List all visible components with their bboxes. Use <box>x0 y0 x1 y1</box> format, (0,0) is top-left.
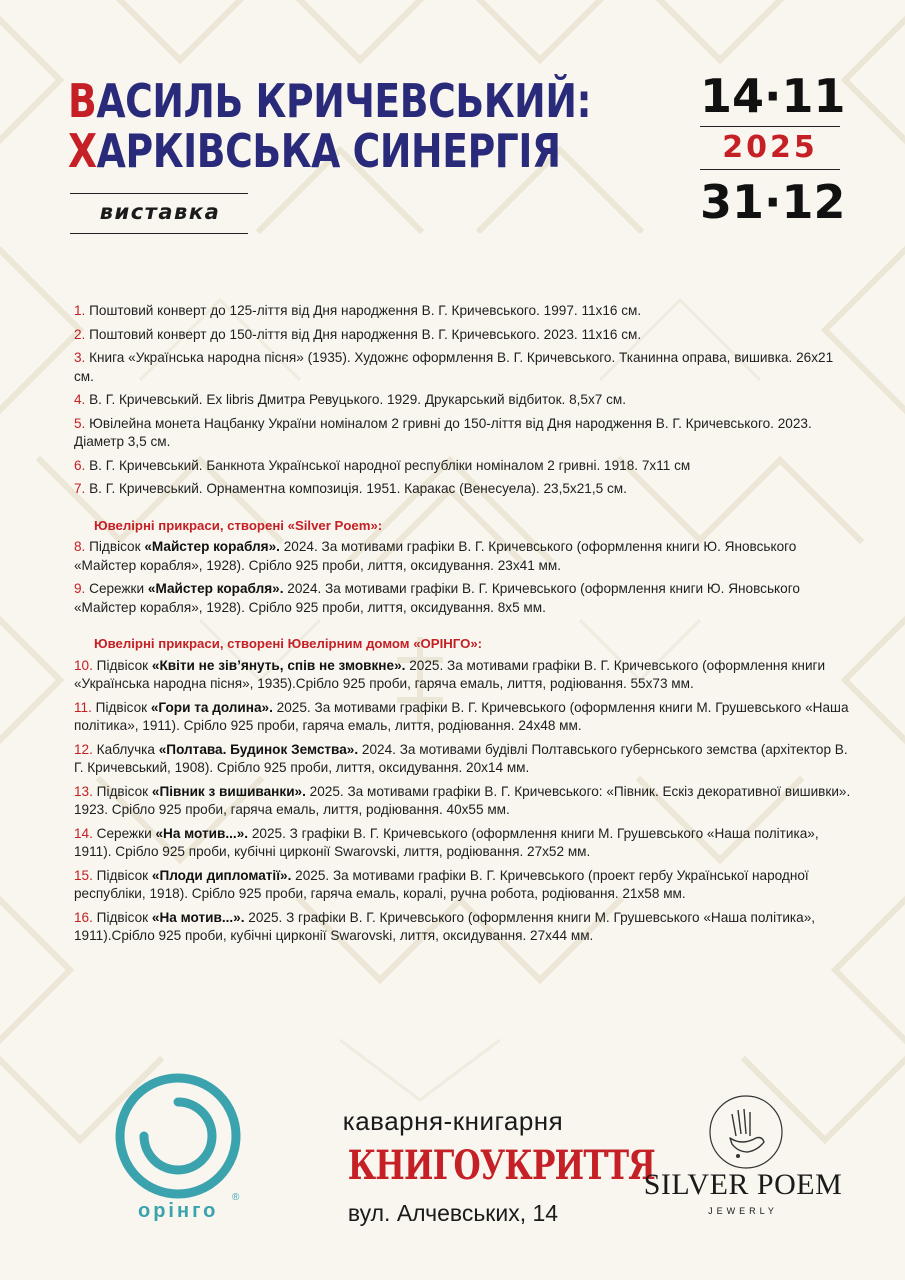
exhibition-dates <box>700 69 846 229</box>
cafe-address: вул. Алчевських, 14 <box>347 1200 559 1226</box>
list-item <box>74 415 854 452</box>
list-item-prefix: Підвісок <box>92 657 152 673</box>
exhibition-title <box>68 76 591 176</box>
list-item-prefix: Підвісок <box>85 539 145 554</box>
list-item-number: 6. <box>74 457 86 473</box>
list-item-text <box>74 867 854 904</box>
list-item-body: Поштовий конверт до 150-ліття від Дня народження В. Г. Кричевського. 2023. 11х16 см. <box>85 326 642 342</box>
list-item-text <box>74 326 641 345</box>
list-item <box>74 302 854 321</box>
list-item-body: Ювілейна монета Нацбанку України номіналом 2 гривні до 150-ліття від Дня народження В. Г. Кричевського. 2023. Діаметр 3,5 см. <box>74 415 812 449</box>
list-item-title: «Полтава. Будинок Земства». <box>158 741 359 757</box>
list-item-body: 2025. За мотивами графіки В. Г. Кричевського (оформлення книги М. Грушевського «Наша політика», 1911). Срібло 925 проби, гаряча емаль, лиття, родіювання. 24х48 мм. <box>74 699 849 733</box>
date-end: 31·12 <box>700 175 846 229</box>
subtitle-rule-bottom <box>70 233 248 234</box>
list-item-number: 7. <box>74 481 86 496</box>
list-item-body: В. Г. Кричевський. Орнаментна композиція. 1951. Каракас (Венесуела). 23,5х21,5 см. <box>85 481 627 496</box>
list-item-title: «На мотив...». <box>151 909 245 925</box>
exhibition-subtitle: виставка <box>99 200 221 224</box>
list-item-title: «Майстер корабля». <box>147 581 284 596</box>
list-item-text <box>74 391 626 410</box>
list-item-text <box>74 741 854 778</box>
silver-poem-wordmark: SILVER POEM <box>643 1168 843 1201</box>
list-item-text <box>74 580 854 617</box>
title-line-1: ВАСИЛЬ КРИЧЕВСЬКИЙ: <box>68 74 592 128</box>
list-item-body: В. Г. Кричевський. Ex libris Дмитра Ревуцького. 1929. Друкарський відбиток. 8,5х7 см. <box>85 392 627 407</box>
exhibit-list-oringo <box>74 657 854 946</box>
list-item-prefix: Підвісок <box>92 867 152 883</box>
list-item <box>74 909 854 946</box>
list-item-text <box>74 480 627 499</box>
list-item-body: 2024. За мотивами будівлі Полтавського губернського земства (архітектор В. Г. Кричевський, 1908). Срібло 925 проби, лиття, оксидування. 20х14 мм. <box>74 741 848 775</box>
date-rule-top <box>700 126 840 127</box>
list-item-body: 2025. З графіки В. Г. Кричевського (оформлення книги М. Грушевського «Наша політика», 1911). Срібло 925 проби, кубічні цирконії Swarovski, лиття, родіювання. 27х52 мм. <box>74 825 819 859</box>
list-item-number: 5. <box>74 415 86 431</box>
list-item-title: «Півник з вишиванки». <box>151 783 306 799</box>
list-item-title: «Плоди дипломатії». <box>151 867 292 883</box>
list-item-body: 2025. За мотивами графіки В. Г. Кричевського: «Півник. Ескіз декоративної вишивки». 1923. Срібло 925 проби, гаряча емаль, лиття, родіювання. 40х55 мм. <box>74 783 851 817</box>
subtitle-rule-top <box>70 193 248 194</box>
list-item-number: 1. <box>74 303 86 318</box>
date-rule-bottom <box>700 169 840 170</box>
title-line-2: ХАРКІВСЬКА СИНЕРГІЯ <box>68 124 561 178</box>
section-heading-silver-poem: Ювелірні прикраси, створені «Silver Poem»: <box>94 517 383 533</box>
list-item-title: «На мотив...». <box>155 825 249 841</box>
list-item-number: 15. <box>74 867 93 883</box>
list-item-text <box>74 699 854 736</box>
list-item <box>74 741 854 778</box>
list-item-number: 16. <box>74 909 93 925</box>
list-item-number: 12. <box>74 741 93 757</box>
list-item-text <box>74 825 854 862</box>
list-item <box>74 580 854 617</box>
cafe-caption: каварня-книгарня <box>342 1106 564 1136</box>
list-item-body: 2024. За мотивами графіки В. Г. Кричевського (оформлення книги Ю. Яновського «Майстер корабля», 1928). Срібло 925 проби, лиття, оксидування. 8х5 мм. <box>74 581 800 615</box>
list-item <box>74 457 854 476</box>
list-item-text <box>74 457 690 476</box>
list-item-prefix: Підвісок <box>91 699 151 715</box>
list-item <box>74 825 854 862</box>
list-item <box>74 349 854 386</box>
section-heading-oringo: Ювелірні прикраси, створені Ювелірним домом «ОРІНГО»: <box>94 636 483 651</box>
list-item <box>74 326 854 345</box>
list-item-body: Поштовий конверт до 125-ліття від Дня народження В. Г. Кричевського. 1997. 11х16 см. <box>85 303 642 318</box>
list-item-number: 3. <box>74 350 86 365</box>
list-item <box>74 783 854 820</box>
list-item <box>74 391 854 410</box>
list-item-text <box>74 783 854 820</box>
exhibit-list-main <box>74 302 854 499</box>
list-item-text <box>74 415 854 452</box>
list-item-number: 14. <box>74 825 93 841</box>
list-item-text <box>74 538 854 575</box>
list-item-number: 13. <box>74 783 93 799</box>
date-year: 2025 <box>722 130 818 165</box>
list-item <box>74 657 854 694</box>
list-item-body: Книга «Українська народна пісня» (1935). Художнє оформлення В. Г. Кричевського. Тканинна оправа, вишивка. 26х21 см. <box>74 350 834 384</box>
list-item-text <box>74 657 854 694</box>
list-item-body: 2025. За мотивами графіки В. Г. Кричевського (проект гербу Української народної республіки, 1918). Срібло 925 проби, гаряча емаль, коралі, ручна робота, родіювання. 21х58 мм. <box>74 867 809 901</box>
list-item-body: 2025. З графіки В. Г. Кричевського (оформлення книги М. Грушевського «Наша політика», 1911).Срібло 925 проби, кубічні цирконії Swarovski, лиття, оксидування. 27х44 мм. <box>74 909 816 943</box>
exhibit-list-silver-poem <box>74 538 854 617</box>
list-item-title: «Майстер корабля». <box>144 539 280 554</box>
list-item-number: 2. <box>74 326 86 342</box>
list-item-text <box>74 349 854 386</box>
list-item-title: «Гори та долина». <box>150 699 273 715</box>
list-item-number: 11. <box>74 699 92 715</box>
list-item-body: 2024. За мотивами графіки В. Г. Кричевського (оформлення книги Ю. Яновського «Майстер корабля», 1928). Срібло 925 проби, лиття, оксидування. 23х41 мм. <box>74 539 797 573</box>
cafe-name: КНИГОУКРИТТЯ <box>347 1142 655 1189</box>
list-item-prefix: Підвісок <box>92 909 152 925</box>
list-item-prefix: Підвісок <box>92 783 152 799</box>
list-item-text <box>74 909 854 946</box>
list-item-prefix: Каблучка <box>92 741 159 757</box>
list-item-body: В. Г. Кричевський. Банкнота Української народної республіки номіналом 2 гривні. 1918. 7х11 см <box>85 457 691 473</box>
exhibit-list <box>74 302 854 951</box>
date-start: 14·11 <box>700 69 846 123</box>
silver-poem-subtitle: JEWERLY <box>708 1206 778 1216</box>
list-item <box>74 699 854 736</box>
list-item <box>74 480 854 499</box>
list-item-text <box>74 302 641 321</box>
list-item <box>74 538 854 575</box>
oringo-wordmark: орінго <box>138 1200 219 1222</box>
list-item-title: «Квіти не зів’януть, спів не змовкне». <box>151 657 406 673</box>
list-item-number: 8. <box>74 539 86 554</box>
list-item-body: 2025. За мотивами графіки В. Г. Кричевського (оформлення книги «Українська народна пісня», 1935).Срібло 925 проби, гаряча емаль, лиття, родіювання. 55х73 мм. <box>74 657 826 691</box>
list-item-number: 10. <box>74 657 93 673</box>
list-item-prefix: Сережки <box>85 581 148 596</box>
list-item-prefix: Сережки <box>92 825 156 841</box>
registered-mark: ® <box>232 1192 240 1203</box>
silver-poem-hand-icon <box>708 1094 784 1170</box>
list-item-number: 9. <box>74 581 86 596</box>
list-item-number: 4. <box>74 392 86 407</box>
list-item <box>74 867 854 904</box>
